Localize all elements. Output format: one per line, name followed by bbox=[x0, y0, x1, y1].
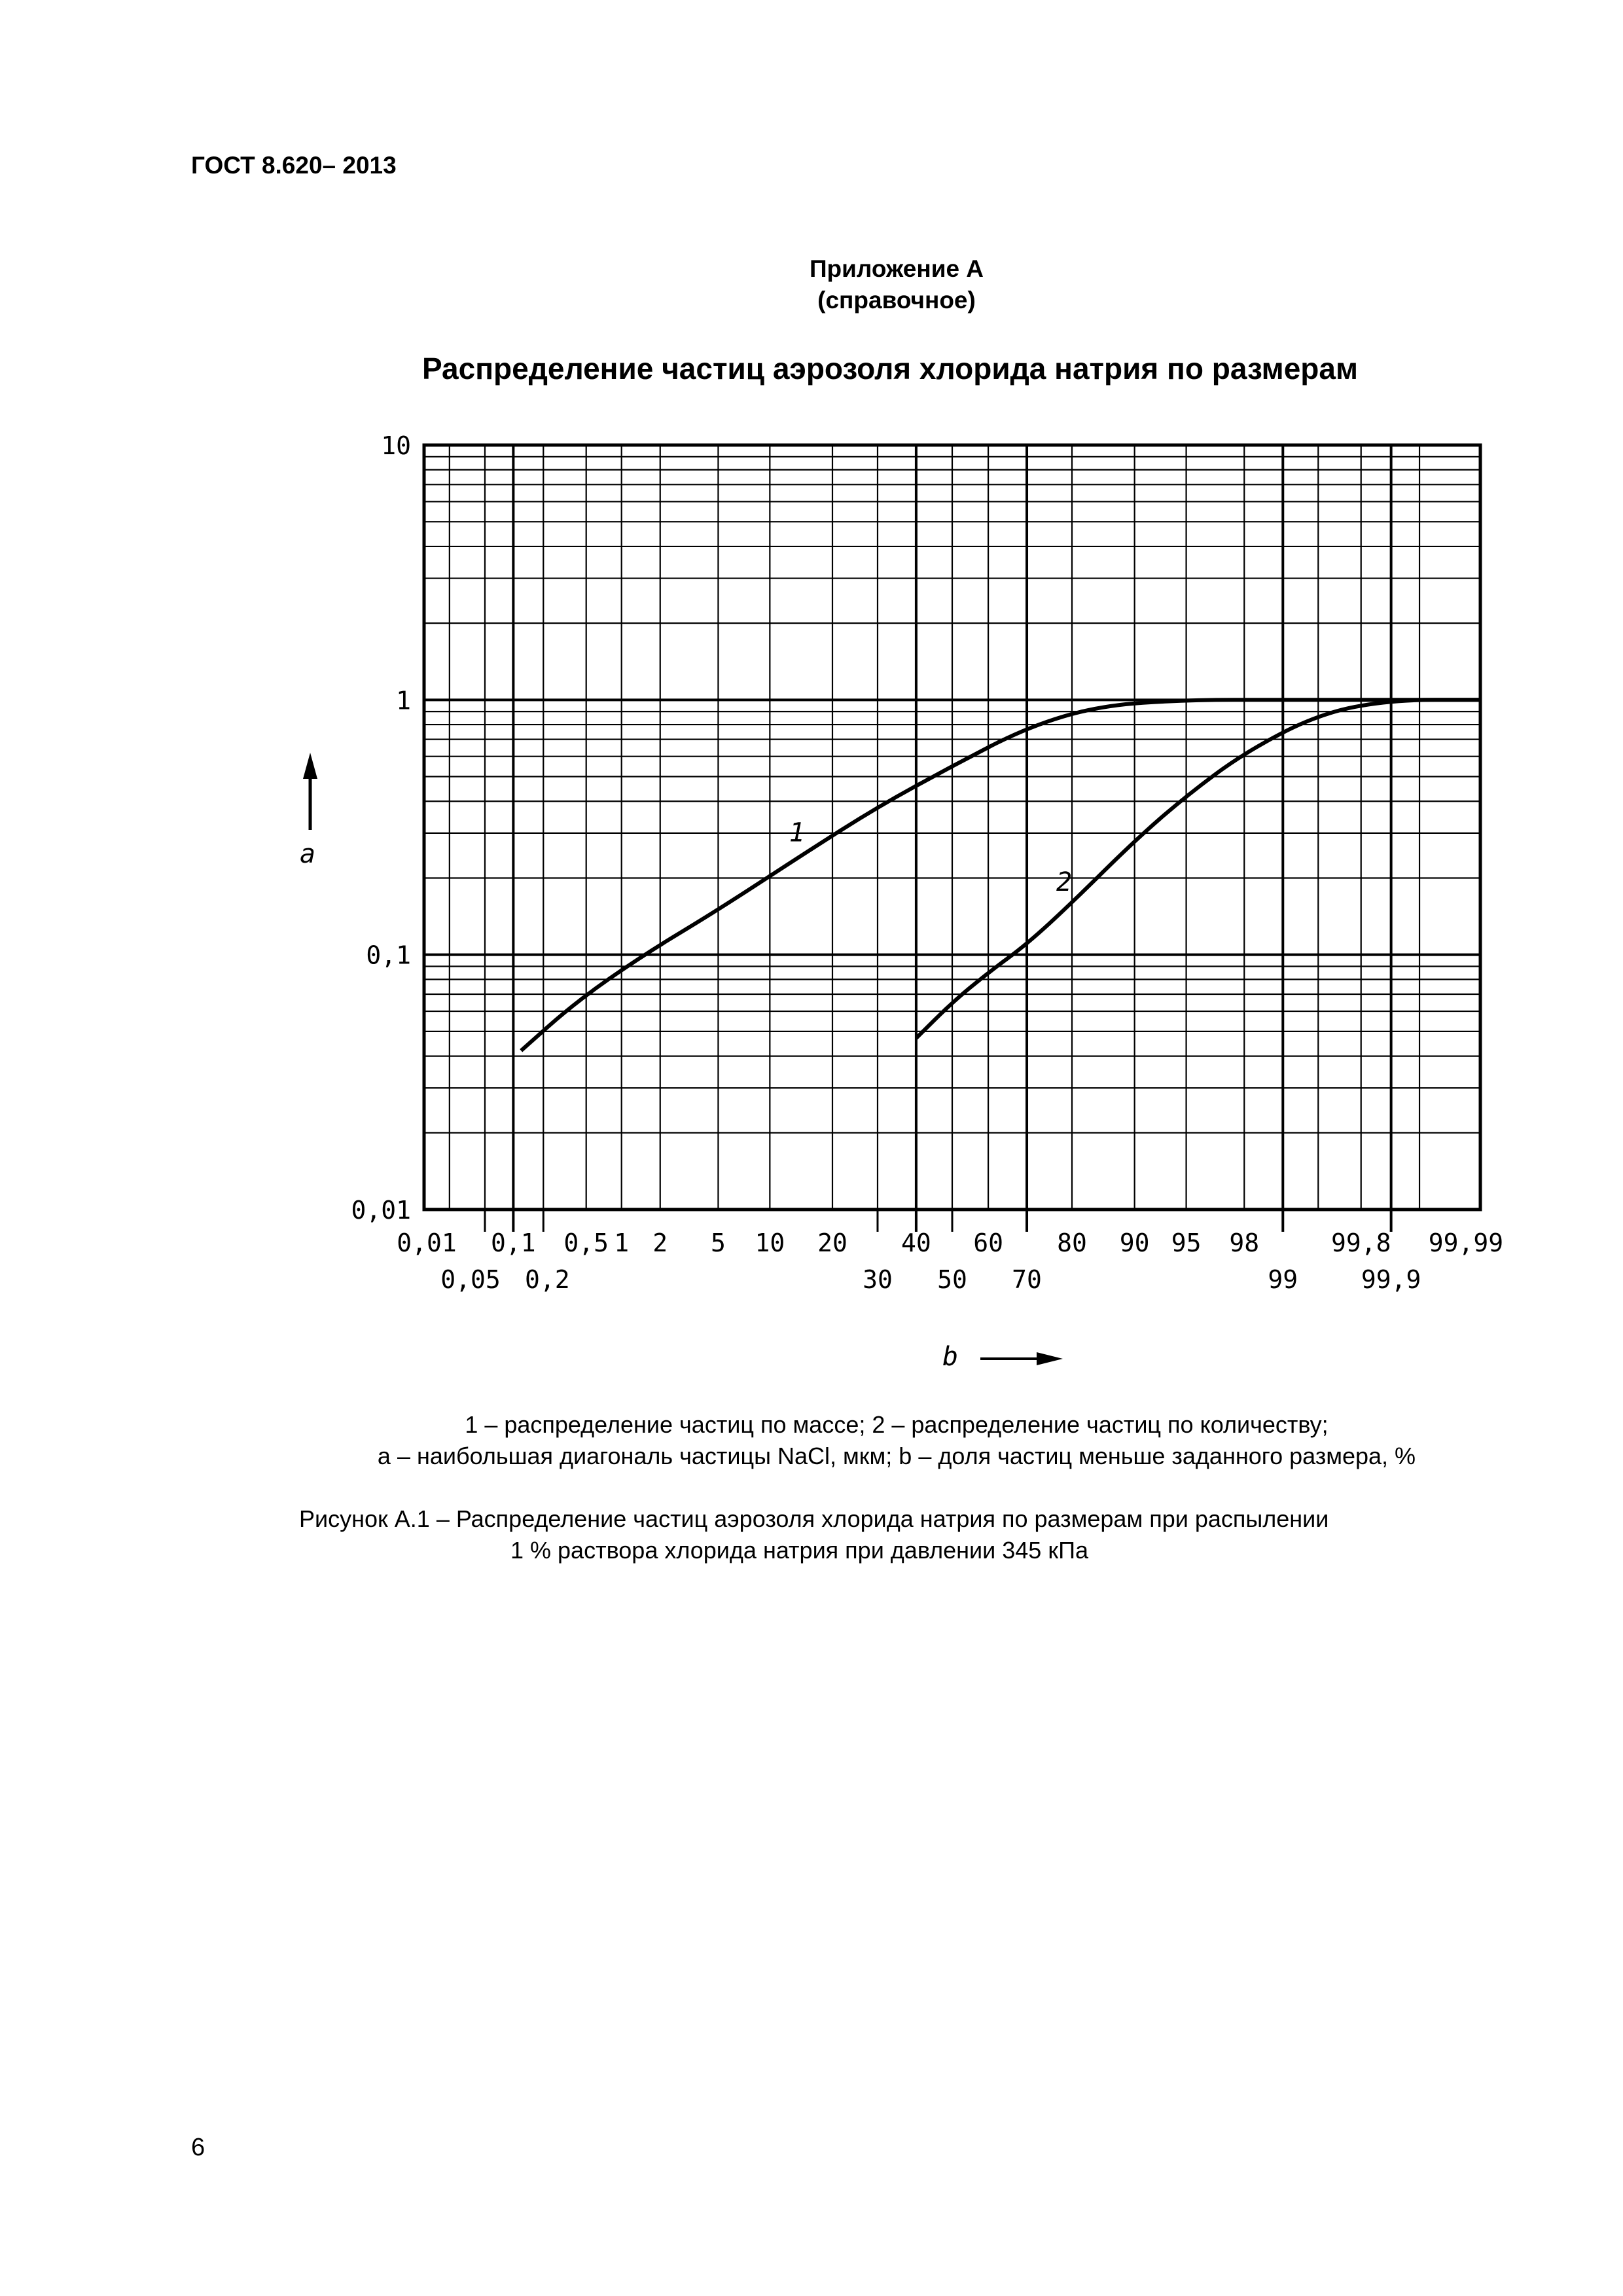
y-axis-arrowhead bbox=[303, 753, 317, 779]
x-tick-label: 0,05 bbox=[440, 1265, 501, 1294]
x-tick-label: 95 bbox=[1171, 1229, 1202, 1257]
legend-line-1: 1 – распределение частиц по массе; 2 – распределение частиц по количеству; bbox=[465, 1411, 1329, 1438]
x-axis-label: b bbox=[942, 1342, 959, 1372]
x-axis-arrowhead bbox=[1037, 1352, 1063, 1365]
curve-series-2 bbox=[916, 700, 1480, 1038]
x-tick-label: 0,2 bbox=[524, 1265, 570, 1294]
chart-curves bbox=[521, 700, 1480, 1050]
x-tick-label: 2 bbox=[652, 1229, 668, 1257]
x-tick-label: 99,99 bbox=[1428, 1229, 1504, 1257]
chart-grid bbox=[424, 445, 1480, 1232]
appendix-title: Приложение А bbox=[809, 255, 984, 282]
caption-line-1: Рисунок А.1 – Распределение частиц аэрозоля хлорида натрия по размерам при распылении bbox=[299, 1505, 1329, 1532]
x-tick-label: 60 bbox=[973, 1229, 1003, 1257]
x-tick-label: 99,8 bbox=[1330, 1229, 1391, 1257]
x-tick-label: 0,01 bbox=[397, 1229, 457, 1257]
caption-line-2: 1 % раствора хлорида натрия при давлении 345 кПа bbox=[510, 1537, 1088, 1564]
y-tick-label: 10 bbox=[381, 431, 411, 460]
curve-series-1 bbox=[521, 700, 1480, 1050]
y-tick-label: 1 bbox=[396, 686, 411, 715]
page-number: 6 bbox=[191, 2134, 205, 2161]
x-tick-label: 50 bbox=[937, 1265, 967, 1294]
x-tick-label: 99 bbox=[1268, 1265, 1298, 1294]
x-tick-label: 1 bbox=[614, 1229, 630, 1257]
x-tick-label: 90 bbox=[1119, 1229, 1150, 1257]
chart-labels bbox=[300, 431, 1503, 1372]
document-header: ГОСТ 8.620– 2013 bbox=[191, 152, 397, 179]
x-tick-label: 10 bbox=[755, 1229, 785, 1257]
x-tick-label: 99,9 bbox=[1361, 1265, 1421, 1294]
legend-line-2: а – наибольшая диагональ частицы NaCl, мкм; b – доля частиц меньше заданного размера, % bbox=[377, 1443, 1416, 1469]
y-axis-label: a bbox=[299, 839, 316, 869]
x-tick-label: 80 bbox=[1057, 1229, 1087, 1257]
x-tick-label: 20 bbox=[817, 1229, 847, 1257]
y-tick-label: 0,01 bbox=[351, 1196, 411, 1225]
appendix-kind: (справочное) bbox=[817, 287, 976, 314]
x-tick-label: 30 bbox=[863, 1265, 893, 1294]
x-tick-label: 40 bbox=[901, 1229, 931, 1257]
curve-label-1: 1 bbox=[789, 817, 805, 848]
x-tick-label: 98 bbox=[1229, 1229, 1260, 1257]
y-tick-label: 0,1 bbox=[366, 941, 411, 970]
x-tick-label: 0,5 bbox=[563, 1229, 609, 1257]
curve-label-2: 2 bbox=[1056, 867, 1073, 898]
x-tick-label: 5 bbox=[710, 1229, 726, 1257]
figure-title: Распределение частиц аэрозоля хлорида натрия по размерам bbox=[421, 351, 1359, 386]
x-tick-label: 0,1 bbox=[491, 1229, 536, 1257]
x-tick-label: 70 bbox=[1012, 1265, 1042, 1294]
